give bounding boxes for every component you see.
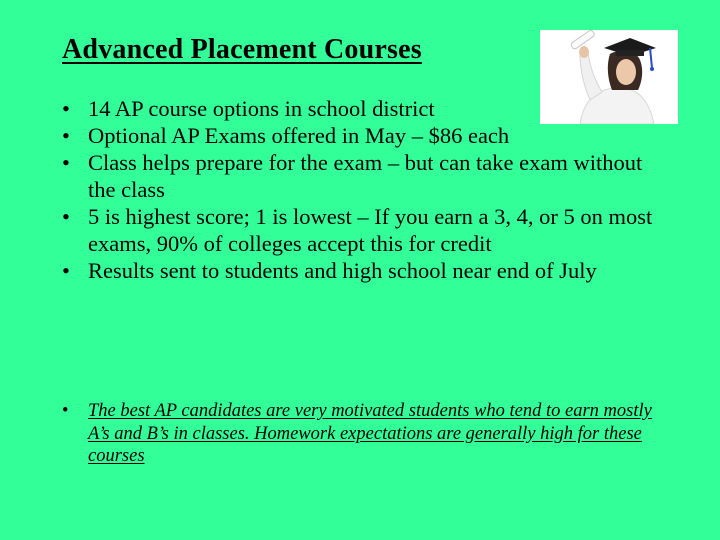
bullet-list [62, 95, 662, 284]
bullet-marker: • [62, 150, 70, 175]
bullet-marker: • [62, 258, 70, 283]
bullet-text: Optional AP Exams offered in May – $86 each [88, 123, 510, 148]
bullet-marker: • [62, 96, 70, 121]
bullet-text: 5 is highest score; 1 is lowest – If you earn a 3, 4, or 5 on most exams, 90% of colleges accept this for credit [88, 204, 653, 256]
list-item [62, 203, 662, 257]
bullet-marker: • [62, 401, 69, 421]
list-item [62, 149, 662, 203]
list-item [62, 122, 662, 149]
bullet-text: Class helps prepare for the exam – but can take exam without the class [88, 150, 643, 202]
note-text: The best AP candidates are very motivated students who tend to earn mostly A’s and B’s in classes. Homework expectations are generally high for these courses [88, 401, 652, 466]
bullet-text: 14 AP course options in school district [88, 96, 435, 121]
bullet-text: Results sent to students and high school near end of July [88, 258, 597, 283]
bullet-marker: • [62, 123, 70, 148]
bullet-marker: • [62, 204, 70, 229]
list-item [62, 400, 662, 468]
list-item [62, 257, 662, 284]
slide-title: Advanced Placement Courses [62, 34, 422, 65]
note-list [62, 400, 662, 468]
list-item [62, 95, 662, 122]
